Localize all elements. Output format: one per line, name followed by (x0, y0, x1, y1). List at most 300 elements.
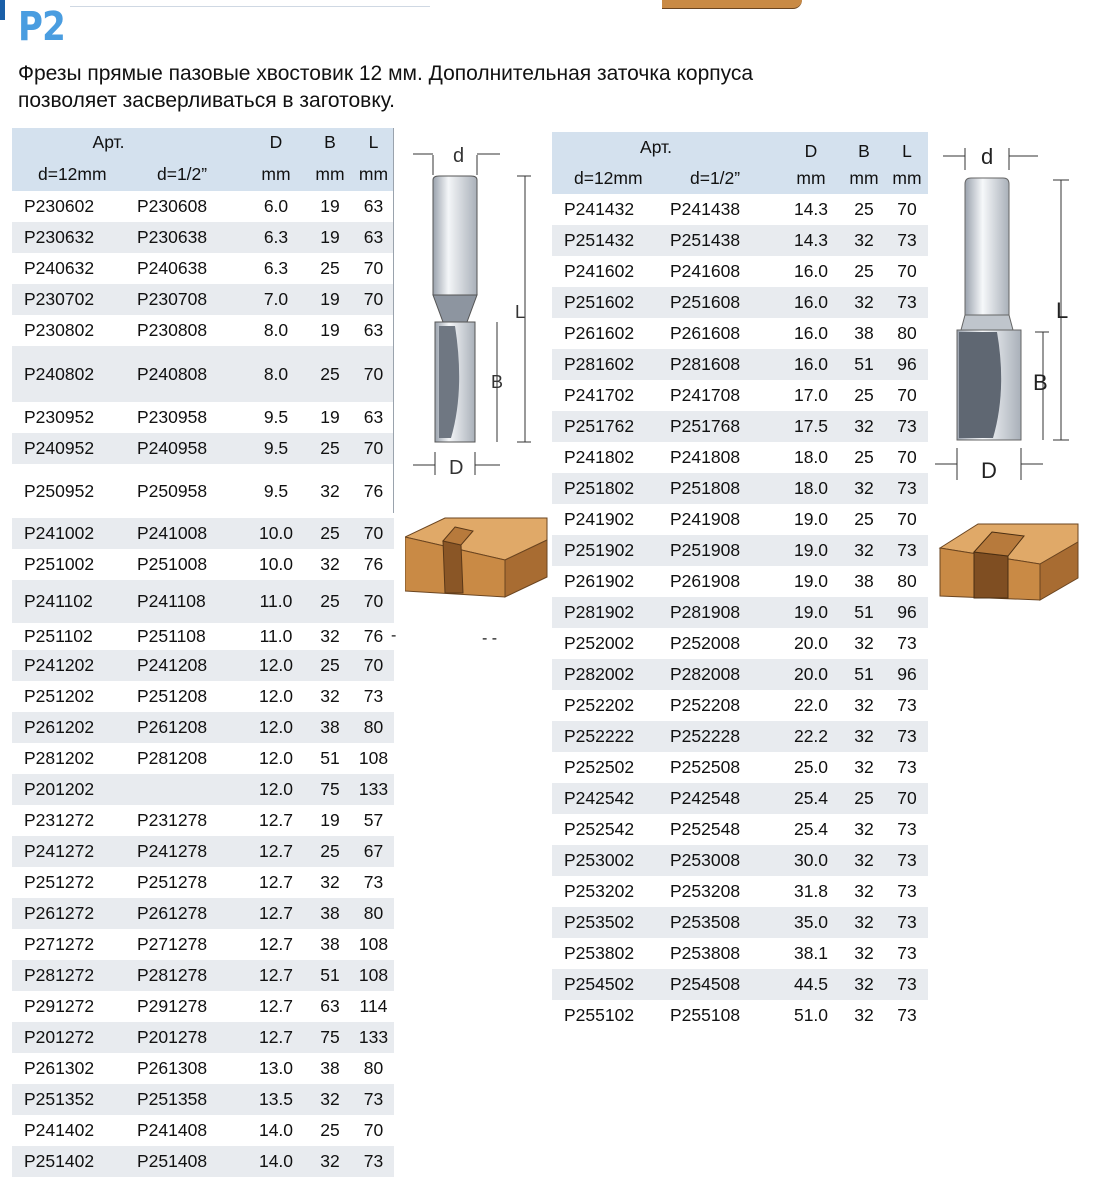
value-D: 12.0 (245, 774, 307, 805)
value-B: 38 (854, 571, 874, 591)
table-row (12, 402, 394, 433)
groove (443, 541, 463, 593)
value-D: 30.0 (780, 845, 842, 876)
art-d12inch: P251108 (137, 626, 206, 646)
table-row (552, 194, 928, 225)
value-D: 12.0 (258, 748, 294, 768)
value-D: 9.5 (263, 480, 289, 501)
wood-block-left (405, 515, 550, 600)
value-B: 19 (320, 810, 340, 830)
table-row (12, 464, 394, 518)
value-D: 14.0 (258, 1120, 294, 1140)
value-D: 12.7 (258, 934, 294, 954)
art-d12: P261602 (564, 323, 635, 343)
art-d12: P241702 (564, 385, 635, 405)
art-d12inch: P261278 (137, 898, 245, 929)
table-row (12, 991, 394, 1022)
art-d12inch: P231278 (137, 810, 208, 830)
table-row (12, 222, 394, 253)
art-d12: P241902 (564, 509, 635, 529)
art-d12: P261302 (24, 1058, 95, 1078)
value-L: 133 (353, 1022, 394, 1053)
value-D: 14.3 (793, 199, 829, 219)
art-d12: P230632 (12, 222, 137, 253)
art-d12: P230602 (24, 196, 95, 216)
art-d12: P281902 (552, 597, 670, 628)
table-row (552, 938, 928, 969)
table-row (552, 752, 928, 783)
art-d12: P251762 (552, 411, 670, 442)
value-B: 25 (854, 261, 874, 281)
value-L: 96 (886, 349, 928, 380)
value-B: 32 (854, 819, 874, 839)
table-row (552, 442, 928, 473)
art-d12inch: P261908 (670, 571, 741, 591)
table-row (552, 535, 928, 566)
art-d12inch: P251608 (670, 287, 780, 318)
router-bit-diagram-left (405, 130, 545, 485)
art-d12: P252002 (564, 633, 635, 653)
value-B: 32 (854, 757, 874, 777)
table-row (12, 898, 394, 929)
value-L: 73 (886, 969, 928, 1000)
value-B: 75 (307, 774, 353, 805)
value-L: 76 (363, 554, 384, 574)
art-d12: P252222 (552, 721, 670, 752)
value-B: 32 (842, 907, 886, 938)
art-d12: P241602 (564, 261, 635, 281)
value-D: 17.5 (780, 411, 842, 442)
art-d12inch: P230638 (137, 222, 245, 253)
value-L: 70 (353, 284, 394, 315)
value-B: 38 (307, 712, 353, 743)
value-B: 32 (320, 626, 340, 646)
art-d12inch: P241408 (137, 1120, 208, 1140)
art-d12inch: P242548 (670, 783, 780, 814)
value-D: 12.0 (245, 712, 307, 743)
art-d12: P252502 (564, 757, 635, 777)
art-d12: P201202 (12, 774, 137, 805)
art-d12inch: P251768 (670, 411, 780, 442)
table-row (552, 411, 928, 442)
table-row (12, 960, 394, 991)
value-B: 38 (320, 934, 340, 954)
value-L: 73 (886, 721, 928, 752)
value-D: 12.7 (258, 996, 294, 1016)
value-D: 7.0 (245, 284, 307, 315)
header-unit-D: mm (780, 162, 842, 194)
value-L: 73 (897, 633, 917, 653)
value-D: 9.5 (263, 407, 289, 427)
value-B: 32 (842, 287, 886, 318)
page-title: P2 (18, 4, 65, 50)
value-L: 70 (353, 433, 394, 464)
value-L: 73 (897, 757, 917, 777)
art-d12inch: P251908 (670, 535, 780, 566)
description-line-1: Фрезы прямые пазовые хвостовик 12 мм. Дополнительная заточка корпуса (18, 62, 754, 85)
value-L: 73 (886, 411, 928, 442)
art-d12: P281202 (24, 748, 95, 768)
value-D: 19.0 (793, 509, 829, 529)
art-d12inch: P291278 (137, 996, 208, 1016)
value-B: 32 (307, 1084, 353, 1115)
art-d12inch: P241208 (137, 650, 245, 681)
label-L: L (1056, 298, 1069, 323)
value-B: 25 (320, 1120, 340, 1140)
art-d12inch: P241278 (137, 836, 245, 867)
art-d12: P254502 (552, 969, 670, 1000)
value-B: 51 (320, 748, 340, 768)
table-row (12, 1146, 394, 1177)
art-d12inch: P255108 (670, 1005, 741, 1025)
value-B: 25 (307, 836, 353, 867)
label-D: D (449, 457, 464, 479)
table-row (552, 907, 928, 938)
value-L: 73 (886, 287, 928, 318)
value-D: 10.0 (245, 518, 307, 549)
value-B: 32 (320, 686, 340, 706)
value-D: 25.0 (793, 757, 829, 777)
value-L: 73 (353, 1146, 394, 1177)
value-D: 51.0 (793, 1005, 829, 1025)
value-L: 70 (353, 580, 394, 623)
art-d12inch: P230608 (137, 196, 208, 216)
art-d12inch: P201278 (137, 1022, 245, 1053)
stray-mark: - (391, 627, 397, 644)
spec-table-right (552, 132, 928, 1031)
description (18, 60, 898, 114)
value-B: 19 (320, 196, 340, 216)
value-B: 19 (307, 222, 353, 253)
value-L: 70 (897, 261, 917, 281)
art-d12inch: P253508 (670, 907, 780, 938)
value-L: 108 (358, 748, 389, 768)
table-row (552, 566, 928, 597)
value-L: 70 (353, 650, 394, 681)
value-L: 73 (886, 845, 928, 876)
art-d12inch: P281908 (670, 597, 780, 628)
value-D: 25.4 (793, 819, 829, 839)
art-d12: P251202 (24, 686, 95, 706)
value-L: 73 (363, 872, 384, 892)
shank (433, 176, 477, 295)
table-row (12, 623, 394, 650)
value-D: 16.0 (793, 323, 829, 343)
value-D: 44.5 (780, 969, 842, 1000)
art-d12inch: P241608 (670, 261, 741, 281)
spec-table-left (12, 128, 397, 1177)
art-d12inch: P251808 (670, 473, 780, 504)
table-row (12, 867, 394, 898)
value-B: 51 (842, 597, 886, 628)
table-row (12, 191, 394, 222)
value-D: 31.8 (793, 881, 829, 901)
table-row (552, 349, 928, 380)
header-L: L (886, 132, 928, 162)
header-unit-B: mm (307, 157, 353, 191)
value-D: 12.7 (245, 836, 307, 867)
value-L: 73 (886, 473, 928, 504)
art-d12inch: P251408 (137, 1146, 245, 1177)
value-D: 20.0 (780, 659, 842, 690)
art-d12: P242542 (552, 783, 670, 814)
header-unit-D: mm (245, 157, 307, 191)
neck (433, 295, 477, 322)
header-L: L (353, 128, 394, 157)
art-d12: P253802 (564, 943, 635, 963)
art-d12inch: P251278 (137, 872, 208, 892)
value-L: 63 (363, 320, 384, 340)
value-L: 73 (897, 819, 917, 839)
table-row (552, 380, 928, 411)
table-row (12, 580, 394, 623)
art-d12: P240802 (12, 346, 137, 402)
value-B: 32 (842, 845, 886, 876)
art-d12inch: P252208 (670, 695, 741, 715)
value-B: 25 (842, 783, 886, 814)
value-B: 25 (307, 518, 353, 549)
art-d12inch: P252008 (670, 633, 741, 653)
value-L: 80 (353, 712, 394, 743)
value-L: 73 (897, 1005, 917, 1025)
art-d12: P251902 (552, 535, 670, 566)
value-B: 32 (842, 473, 886, 504)
art-d12inch: P254508 (670, 969, 780, 1000)
art-d12inch: P282008 (670, 659, 780, 690)
art-d12: P241402 (24, 1120, 95, 1140)
table-row (12, 253, 394, 284)
value-L: 70 (897, 447, 917, 467)
value-D: 12.0 (245, 650, 307, 681)
art-d12inch: P251438 (670, 225, 780, 256)
art-d12inch (137, 774, 245, 805)
art-d12inch: P230958 (137, 407, 208, 427)
art-d12: P271272 (24, 934, 95, 954)
value-B: 51 (307, 960, 353, 991)
table-row (552, 256, 928, 287)
table-row (552, 783, 928, 814)
value-L: 73 (886, 225, 928, 256)
value-L: 76 (363, 626, 384, 646)
header-art: Арт. (552, 132, 780, 162)
value-D: 25.4 (780, 783, 842, 814)
art-d12: P252202 (564, 695, 635, 715)
art-d12inch: P253808 (670, 943, 741, 963)
art-d12: P250952 (24, 480, 95, 501)
table-row (552, 969, 928, 1000)
art-d12: P231272 (24, 810, 95, 830)
header-unit-L: mm (886, 162, 928, 194)
value-B: 38 (854, 323, 874, 343)
header-B: B (307, 128, 353, 157)
header-D: D (780, 132, 842, 162)
art-d12: P241432 (564, 199, 635, 219)
table-row (552, 318, 928, 349)
table-row (12, 1115, 394, 1146)
value-B: 25 (854, 385, 874, 405)
art-d12: P201272 (12, 1022, 137, 1053)
value-B: 38 (320, 1058, 340, 1078)
table-row (12, 929, 394, 960)
value-D: 19.0 (780, 597, 842, 628)
table-row (12, 712, 394, 743)
table-row (552, 473, 928, 504)
value-L: 70 (886, 783, 928, 814)
table-row (12, 743, 394, 774)
art-d12inch: P230708 (137, 284, 245, 315)
value-D: 10.0 (258, 554, 294, 574)
value-D: 22.0 (793, 695, 829, 715)
art-d12inch: P253208 (670, 881, 741, 901)
value-L: 133 (353, 774, 394, 805)
value-L: 96 (886, 659, 928, 690)
art-d12: P261202 (12, 712, 137, 743)
art-d12inch: P240638 (137, 258, 208, 278)
value-L: 70 (897, 509, 917, 529)
value-L: 108 (353, 960, 394, 991)
value-D: 6.3 (263, 258, 289, 278)
value-L: 70 (363, 1120, 384, 1140)
art-d12inch: P241438 (670, 199, 741, 219)
table-row (552, 845, 928, 876)
value-L: 73 (897, 695, 917, 715)
art-d12: P240632 (24, 258, 95, 278)
table-row (12, 284, 394, 315)
art-d12inch: P251358 (137, 1084, 245, 1115)
header-B: B (842, 132, 886, 162)
header-d12inch: d=1/2” (137, 157, 245, 191)
header-art: Арт. (12, 128, 245, 157)
value-L: 73 (886, 907, 928, 938)
art-d12: P252542 (564, 819, 635, 839)
art-d12: P251432 (552, 225, 670, 256)
value-B: 32 (854, 881, 874, 901)
art-d12inch: P252508 (670, 757, 741, 777)
value-L: 76 (363, 480, 384, 501)
value-D: 16.0 (793, 261, 829, 281)
art-d12inch: P261608 (670, 323, 741, 343)
label-D: D (981, 458, 997, 483)
art-d12: P261272 (12, 898, 137, 929)
value-D: 12.7 (245, 898, 307, 929)
value-D: 11.0 (245, 580, 307, 623)
value-D: 13.5 (245, 1084, 307, 1115)
value-L: 70 (353, 346, 394, 402)
art-d12: P240952 (12, 433, 137, 464)
table-row (12, 805, 394, 836)
value-L: 80 (353, 898, 394, 929)
art-d12: P253502 (552, 907, 670, 938)
value-B: 63 (320, 996, 340, 1016)
table-row (12, 346, 394, 402)
shank (965, 178, 1009, 315)
value-B: 25 (307, 346, 353, 402)
art-d12: P241102 (12, 580, 137, 623)
table-row (552, 225, 928, 256)
art-d12: P241802 (564, 447, 635, 467)
art-d12inch: P241908 (670, 509, 741, 529)
art-d12: P230802 (24, 320, 95, 340)
value-B: 32 (842, 411, 886, 442)
value-D: 20.0 (793, 633, 829, 653)
value-L: 67 (353, 836, 394, 867)
art-d12inch: P240808 (137, 346, 245, 402)
value-D: 14.0 (245, 1146, 307, 1177)
value-B: 19 (320, 320, 340, 340)
value-L: 73 (363, 686, 384, 706)
table-row (12, 774, 394, 805)
table-row (12, 518, 394, 549)
value-D: 38.1 (793, 943, 829, 963)
label-d: d (981, 144, 994, 169)
table-body-left (12, 191, 397, 1177)
value-D: 12.7 (245, 1022, 307, 1053)
art-d12inch: P252548 (670, 819, 741, 839)
art-d12inch: P241808 (670, 447, 741, 467)
value-B: 32 (320, 872, 340, 892)
value-L: 70 (897, 385, 917, 405)
table-row (552, 876, 928, 907)
table-row (552, 597, 928, 628)
art-d12: P251602 (552, 287, 670, 318)
art-d12: P230952 (24, 407, 95, 427)
label-L: L (515, 302, 526, 322)
label-B: B (491, 372, 504, 392)
value-B: 32 (842, 969, 886, 1000)
header-unit-L: mm (353, 157, 394, 191)
value-D: 17.0 (793, 385, 829, 405)
top-rule (70, 6, 430, 7)
value-L: 63 (363, 196, 384, 216)
value-L: 57 (363, 810, 384, 830)
value-D: 16.0 (780, 349, 842, 380)
stray-mark: - - (482, 630, 498, 647)
value-L: 73 (897, 881, 917, 901)
value-B: 32 (854, 695, 874, 715)
table-divider (393, 128, 394, 513)
value-L: 70 (363, 258, 384, 278)
value-L: 73 (886, 535, 928, 566)
value-B: 32 (320, 554, 340, 574)
table-row (12, 1022, 394, 1053)
value-B: 32 (854, 1005, 874, 1025)
art-d12inch: P230808 (137, 320, 208, 340)
value-B: 25 (307, 433, 353, 464)
value-B: 25 (320, 258, 340, 278)
table-row (552, 721, 928, 752)
art-d12: P253002 (552, 845, 670, 876)
art-d12inch: P252228 (670, 721, 780, 752)
value-B: 32 (854, 943, 874, 963)
value-L: 80 (897, 323, 917, 343)
value-D: 14.3 (780, 225, 842, 256)
value-B: 38 (307, 898, 353, 929)
art-d12: P241002 (12, 518, 137, 549)
flute (959, 332, 1001, 438)
table-row (552, 628, 928, 659)
value-B: 51 (842, 659, 886, 690)
table-row (12, 681, 394, 712)
value-B: 32 (842, 721, 886, 752)
value-L: 63 (353, 222, 394, 253)
table-row (12, 433, 394, 464)
value-L: 63 (363, 407, 384, 427)
art-d12inch: P281208 (137, 748, 208, 768)
neck (961, 315, 1013, 330)
value-B: 75 (307, 1022, 353, 1053)
value-B: 51 (842, 349, 886, 380)
table-row (552, 287, 928, 318)
